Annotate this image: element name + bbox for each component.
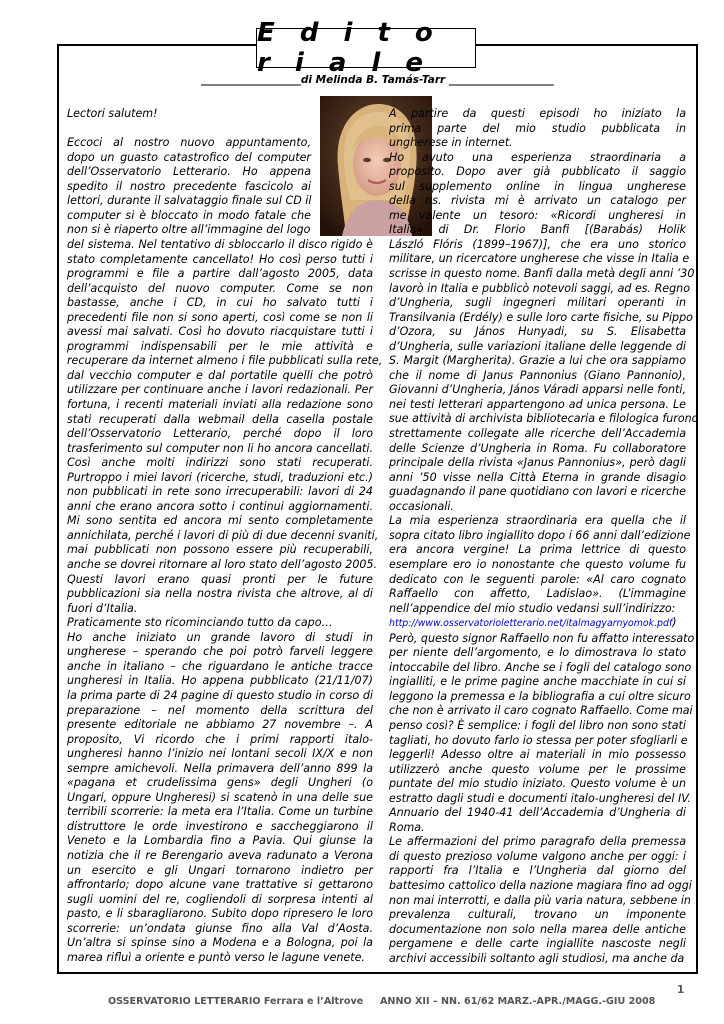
text-line: Annuario del 1940-41 dell’Accademia d’Ungheria di: [389, 806, 686, 820]
text-line: anni che erano ancora sotto i continui aggiornamenti.: [67, 499, 373, 513]
text-line: archivi accessibili soltanto agli studiosi, ma anche da: [389, 951, 685, 965]
text-line: anche in italiano – che riguardano le antiche tracce: [67, 659, 373, 673]
text-line: pubblicazioni sia nella nostra rivista che altrove, al di: [67, 587, 373, 601]
title-box: [256, 18, 476, 78]
text-line: fuori d’Italia.: [67, 601, 138, 615]
footer-journal: OSSERVATORIO LETTERARIO Ferrara e l’Altrove: [108, 996, 364, 1007]
text-line: utilizzerò anche questo volume per le prossime: [389, 762, 686, 776]
text-line: scorrerie: un’ondata giunse fino alla Val d’Aosta.: [67, 921, 373, 935]
text-line: preparazione – nel momento della scrittura del: [67, 703, 373, 717]
text-line: leggerli! Adesso oltre ai materiali in mio possesso: [389, 748, 686, 762]
text-line: [389, 616, 686, 632]
text-line: non mai interrotti, e dalla più varia natura, sebbene in: [389, 893, 691, 907]
text-line: ungheresi hanno l’inizio nei lontani secoli IX/X e non: [67, 747, 373, 761]
text-line: A partire da questi episodi ho iniziato la: [389, 107, 686, 120]
text-line: notizia che il re Berengario aveva radunato a Verona: [67, 848, 373, 862]
text-line: pergamene e delle carte ingiallite nascoste negli: [389, 937, 686, 951]
text-line: prima parte del mio studio pubblicata in: [389, 121, 686, 135]
text-line: occasionali.: [389, 499, 454, 513]
text-line: sul supplemento online in lingua ungherese: [389, 179, 686, 193]
text-line: Ho avuto una esperienza straordinaria a: [389, 150, 686, 164]
text-line: militare, un ricercatore ungherese che visse in Italia e: [389, 252, 690, 266]
text-line: di questo prezioso volume valgono anche per oggi: i: [389, 849, 686, 863]
text-line: Giovanni d’Ungheria, János Váradi apparsi nelle fonti,: [389, 383, 686, 397]
text-line: Questi lavori erano quasi pronti per le future: [67, 572, 373, 586]
text-line: Un’altra si spinse sino a Modena e a Bologna, poi la: [67, 936, 373, 950]
text-line: computer si è bloccato in modo fatale che: [67, 208, 311, 222]
text-line: dell’Osservatorio Letterario, perché dopo il loro: [67, 427, 373, 441]
text-line: anni ’50 visse nella Città Eterna in grande disagio: [389, 470, 686, 484]
text-line: d’Ozora, su János Hunyadi, su S. Elisabetta: [389, 325, 686, 339]
text-line: intoccabile del libro. Anche se i fogli del catalogo sono: [389, 660, 692, 674]
text-line: Veneto e la Lombardia fino a Pavia. Qui giunse la: [67, 834, 373, 848]
byline: ___________________di Melinda B. Tamás-Tarr ____________________: [201, 74, 554, 86]
text-line: lettori, durante il salvataggio finale sul CD il: [67, 194, 312, 208]
text-line: leggono la premessa e la bibliografia a cui oltre sicuro: [389, 689, 691, 703]
footer-issue: ANNO XII – NN. 61/62 MARZ.-APR./MAGG.-GIU 2008: [380, 996, 656, 1007]
text-line: Transilvania (Erdély) e sulle loro carte fisiche, su Pippo: [389, 310, 693, 324]
text-line: precedenti file non si sono aperti, così come se non li: [67, 310, 373, 324]
text-line: anche se dovrei ritornare al loro stato dell’agosto 2005.: [67, 558, 378, 572]
text-line: dopo un guasto catastrofico del computer: [67, 150, 311, 164]
text-line: del sistema. Nel tentativo di sbloccarlo il disco rigido è: [67, 238, 373, 251]
study-link[interactable]: http://www.osservatorioletterario.net/italmagyarnyomok.pdf: [389, 618, 673, 630]
text-line: scrisse in questo nome. Banfi dalla metà degli anni ’30: [389, 267, 695, 281]
text-line: avessi mai salvati. Così ho dovuto riacquistare tutti i: [67, 325, 373, 339]
text-line: puntate del mio studio iniziato. Questo volume è un: [389, 777, 686, 791]
left-column-top: [67, 107, 373, 238]
text-line: guadagnando il pane quotidiano con lavori e ricerche: [389, 485, 686, 499]
text-line: dal vecchio computer e dal portatile quelli che potrò: [67, 368, 373, 382]
text-line: penso così? È semplice: i fogli del libro non sono stati: [389, 718, 686, 732]
left-column: [67, 238, 383, 965]
text-line: marea rifluì a oriente e puntò verso le lagune venete.: [67, 950, 365, 964]
text-line: non si è riaperto oltre all’immagine del logo: [67, 223, 311, 237]
text-line: stato completamente cancellato! Ho così perso tutti i: [67, 252, 373, 266]
text-line: Lectori salutem!: [67, 107, 158, 120]
text-line: ingialliti, e le prime pagine anche macchiate in cui si: [389, 675, 686, 689]
text-line: ungheresi in Italia. Ho appena pubblicato (21/11/07): [67, 674, 373, 688]
text-line: Ho anche iniziato un grande lavoro di studi in: [67, 630, 373, 644]
text-line: distruttore le orde investirono e saccheggiarono il: [67, 819, 373, 833]
text-line: programmi indispensabili per le mie attività e: [67, 339, 373, 353]
text-line: dedicato con le seguenti parole: «Al caro cognato: [389, 572, 686, 586]
text-line: Italia» di Dr. Florio Banfi [(Barabás) Holik: [389, 223, 686, 237]
text-line: [67, 122, 311, 137]
text-line: S. Margit (Margherita). Grazie a lui che ora sappiamo: [389, 354, 686, 368]
text-line: d’Ungheria, sulle variazioni italiane delle leggende di: [389, 339, 686, 353]
text-line: sue attività di archivista bibliotecaria e filologica furono: [389, 412, 699, 426]
text-line: della ns. rivista mi è arrivato un catalogo per: [389, 194, 686, 208]
text-line: Ungari, oppure Ungheresi) si scatenò in una delle sue: [67, 790, 373, 804]
text-line: spedito il nostro precedente fascicolo ai: [67, 179, 311, 193]
text-line: presente editoriale ne abbiamo 27 novembre –. A: [67, 718, 373, 732]
text-line: un esercito e gli Ungari tornarono indietro per: [67, 863, 373, 877]
text-line: strettamente collegate alle ricerche dell’Accademia: [389, 427, 686, 441]
text-line: bastasse, anche i CD, in cui ho salvato tutti i: [67, 296, 373, 310]
text-line: proposito, Vi ricordo che i primi rapporti italo-: [67, 732, 373, 746]
text-line: che non è arrivato il caro cognato Raffaello. Come mai: [389, 704, 693, 718]
text-line: nell’appendice del mio studio vedansi sull’indirizzo:: [389, 601, 676, 615]
text-line: utilizzare per continuare anche i lavori redazionali. Per: [67, 383, 373, 397]
text-line: d’Ungheria, sugli ingegneri militari operanti in: [389, 296, 686, 310]
text-line: Purtroppo i miei lavori (ricerche, studi, traduzioni etc.): [67, 470, 373, 484]
text-line: non pubblicati in rete sono irrecuperabili: lavori di 24: [67, 485, 373, 499]
text-line: Eccoci al nostro nuovo appuntamento,: [67, 136, 311, 150]
text-line: proposito. Dopo aver già pubblicato il saggio: [389, 165, 686, 179]
text-line: rapporti fra l’Italia e l’Ungheria dal giorno del: [389, 864, 686, 878]
text-line: ungherese – sperando che poi potrò farveli leggere: [67, 645, 373, 659]
text-line: fortuna, i recenti materiali inviati alla redazione sono: [67, 398, 373, 412]
text-line: sempre amichevoli. Nella primavera dell’anno 899 la: [67, 761, 373, 775]
text-line: Praticamente sto ricominciando tutto da capo…: [67, 616, 333, 630]
text-line: la prima parte di 24 pagine di questo studio in corso di: [67, 688, 373, 702]
text-line: stati recuperati dalla webmail della casella postale: [67, 412, 373, 426]
text-line: Però, questo signor Raffaello non fu affatto interessato: [389, 631, 695, 645]
text-line: Mi sono sentita ed ancora mi sento completamente: [67, 514, 373, 528]
page-title: E d i t o r i a l e: [257, 18, 441, 78]
text-line: László Flóris (1899–1967)], che era uno storico: [389, 237, 686, 251]
text-line: programmi e file a partire dall’agosto 2005, data: [67, 267, 373, 281]
text-line: Raffaello con affetto, Ladislao». (L’immagine: [389, 587, 686, 601]
text-line: mai pubblicati non possono essere più recuperabili,: [67, 543, 373, 557]
text-line: dell’Osservatorio Letterario. Ho appena: [67, 165, 311, 179]
page-number: 1: [677, 984, 685, 996]
text-line: affrontarlo; dopo alcune vane trattative si gettarono: [67, 878, 373, 892]
text-line: Le affermazioni del primo paragrafo della premessa: [389, 835, 686, 849]
text-line: La mia esperienza straordinaria era quella che il: [389, 514, 686, 528]
text-line: terribili scorrerie: la meta era l’Italia. Come un turbine: [67, 805, 373, 819]
text-line: prevalenza culturali, trovano un imponente: [389, 908, 686, 922]
text-line: me valente un tesoro: «Ricordi ungheresi in: [389, 208, 686, 222]
right-column: [389, 107, 699, 966]
text-line: battesimo cattolico della nazione magiara fino ad oggi: [389, 878, 692, 892]
text-line: esemplare ero io nonostante che questo volume fu: [389, 557, 686, 571]
text-line: delle Scienze d’Ungheria in Roma. Fu collaboratore: [389, 441, 686, 455]
text-line: era ancora vergine! La prima lettrice di questo: [389, 543, 686, 557]
text-line: per niente dell’argomento, e lo dimostrava lo stato: [389, 646, 686, 660]
link-tail: ): [672, 616, 677, 630]
text-line: dell’acquisto del nuovo computer. Come se non: [67, 281, 373, 295]
text-line: lavorò in Italia e pubblicò notevoli saggi, ad es. Regno: [389, 281, 690, 295]
text-line: pasto, e li sbaragliarono. Subito dopo ripresero le loro: [67, 907, 373, 921]
text-line: Roma.: [389, 820, 425, 834]
text-line: «pagana et crudelissima gens» degli Ungheri (o: [67, 776, 373, 790]
text-line: Così anche molti indirizzi sono stati recuperati.: [67, 456, 373, 470]
text-line: che il nome di Janus Pannonius (Giano Pannonio),: [389, 368, 686, 382]
text-line: sopra citato libro ingiallito dopo i 66 anni dall’edizione: [389, 528, 691, 542]
text-line: estratto dagli studi e documenti italo-ungheresi del IV.: [389, 791, 692, 805]
text-line: annichilata, perché i lavori di più di due decenni svaniti,: [67, 528, 379, 542]
text-line: sugli uomini del re, cogliendoli di sorpresa intenti al: [67, 892, 373, 906]
text-line: tagliati, ho dovuto farlo io stessa per poter sfogliarli e: [389, 733, 688, 747]
text-line: trasferimento sul computer non li ho ancora cancellati.: [67, 441, 373, 455]
text-line: recuperare da internet almeno i file pubblicati sulla rete,: [67, 354, 383, 368]
text-line: principale della rivista «Janus Pannonius», però dagli: [389, 456, 686, 470]
text-line: ungherese in internet.: [389, 136, 513, 150]
text-line: documentazione non solo nella marea delle antiche: [389, 922, 686, 936]
text-line: nei testi letterari appartengono ad unica persona. Le: [389, 397, 686, 411]
